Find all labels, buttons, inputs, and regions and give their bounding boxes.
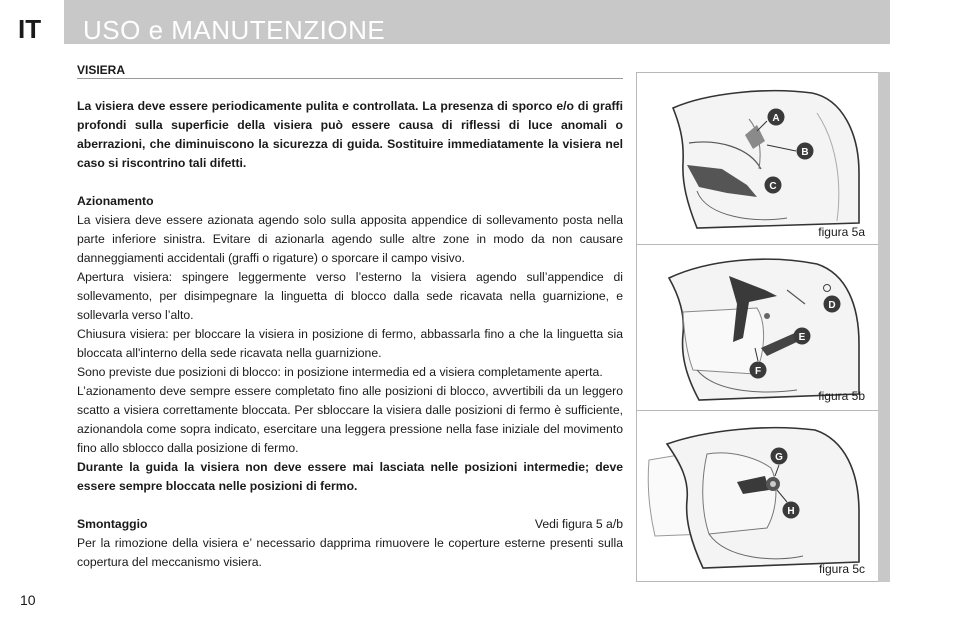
azionamento-heading: Azionamento [77,194,154,208]
header-bar [64,0,890,44]
azionamento-paragraph-1: La visiera deve essere azionata agendo solo sulla apposita appendice di sollevamento posta nella parte inferiore sinistra. Evitare di azionarla agendo sulle altre zone in modo da non causare danneggiamenti accidentali (graffi o rigature) o sporcare il campo visivo. [77,213,623,265]
callout-label-e: E [798,332,806,343]
callout-label-b: B [801,147,809,158]
azionamento-paragraph-4: Sono previste due posizioni di blocco: in posizione intermedia ed a visiera completamente aperta. [77,365,603,379]
smontaggio-heading: Smontaggio [77,517,148,531]
azionamento-paragraph-2: Apertura visiera: spingere leggermente verso l’esterno la visiera agendo sull’appendice di sollevamento, per disimpegnare la linguetta di blocco dalla sede ricavata nella guarnizione, e sollevarla verso l’alto. [77,270,623,322]
figure-caption-5b: figura 5b [818,389,865,403]
figure-5c [637,410,879,581]
figure-caption-5a: figura 5a [818,225,865,239]
section-title: VISIERA [77,63,126,77]
callout-label-g: G [775,452,783,463]
figures-panel [636,72,880,582]
smontaggio-paragraph: Per la rimozione della visiera e’ necessario dapprima rimuovere le coperture esterne presenti sulla copertura del meccanismo visiera. [77,536,623,569]
figure-reference: Vedi figura 5 a/b [534,517,623,531]
figure-5a [637,73,879,245]
azionamento-paragraph-5: L’azionamento deve sempre essere completato fino alle posizioni di blocco, avvertibili da un leggero scatto a visiera correttamente bloccata. Per sbloccare la visiera dalle posizioni di fermo è sufficiente, azionandola come sopra indicato, esercitare una leggera pressione nella fase iniziale del movimento fino allo sblocco dalla posizione di fermo. [77,384,623,455]
callout-label-f: F [754,366,762,377]
body-text [77,97,623,572]
figure-caption-5c: figura 5c [818,562,865,576]
helmet-illustration-5a [637,73,879,244]
callout-label-h: H [787,506,795,517]
language-code: IT [18,14,42,44]
helmet-illustration-5b [637,244,879,410]
warning-paragraph: Durante la guida la visiera non deve essere mai lasciata nelle posizioni intermedie; deve essere sempre bloccata nelle posizioni di fermo. [77,460,623,493]
callout-label-a: A [772,113,780,124]
section-divider [77,78,623,79]
azionamento-paragraph-3: Chiusura visiera: per bloccare la visiera in posizione di fermo, abbassarla fino a che la linguetta sia bloccata all'interno della sede ricavata nella guarnizione. [77,327,623,360]
intro-paragraph: La visiera deve essere periodicamente pulita e controllata. La presenza di sporco e/o di graffi profondi sulla superficie della visiera può essere causa di riflessi di luce anomali o aberrazioni, che diminuiscono la sicurezza di guida. Sostituire immediatamente la visiera nel caso si riscontrino tali difetti. [77,99,623,170]
callout-label-d: D [828,300,836,311]
helmet-illustration-5c [637,410,879,581]
figure-5b [637,244,879,411]
side-bar [878,72,890,582]
callout-label-c: C [769,181,777,192]
page-title: USO e MANUTENZIONE [83,15,386,45]
page-number: 10 [20,592,36,608]
